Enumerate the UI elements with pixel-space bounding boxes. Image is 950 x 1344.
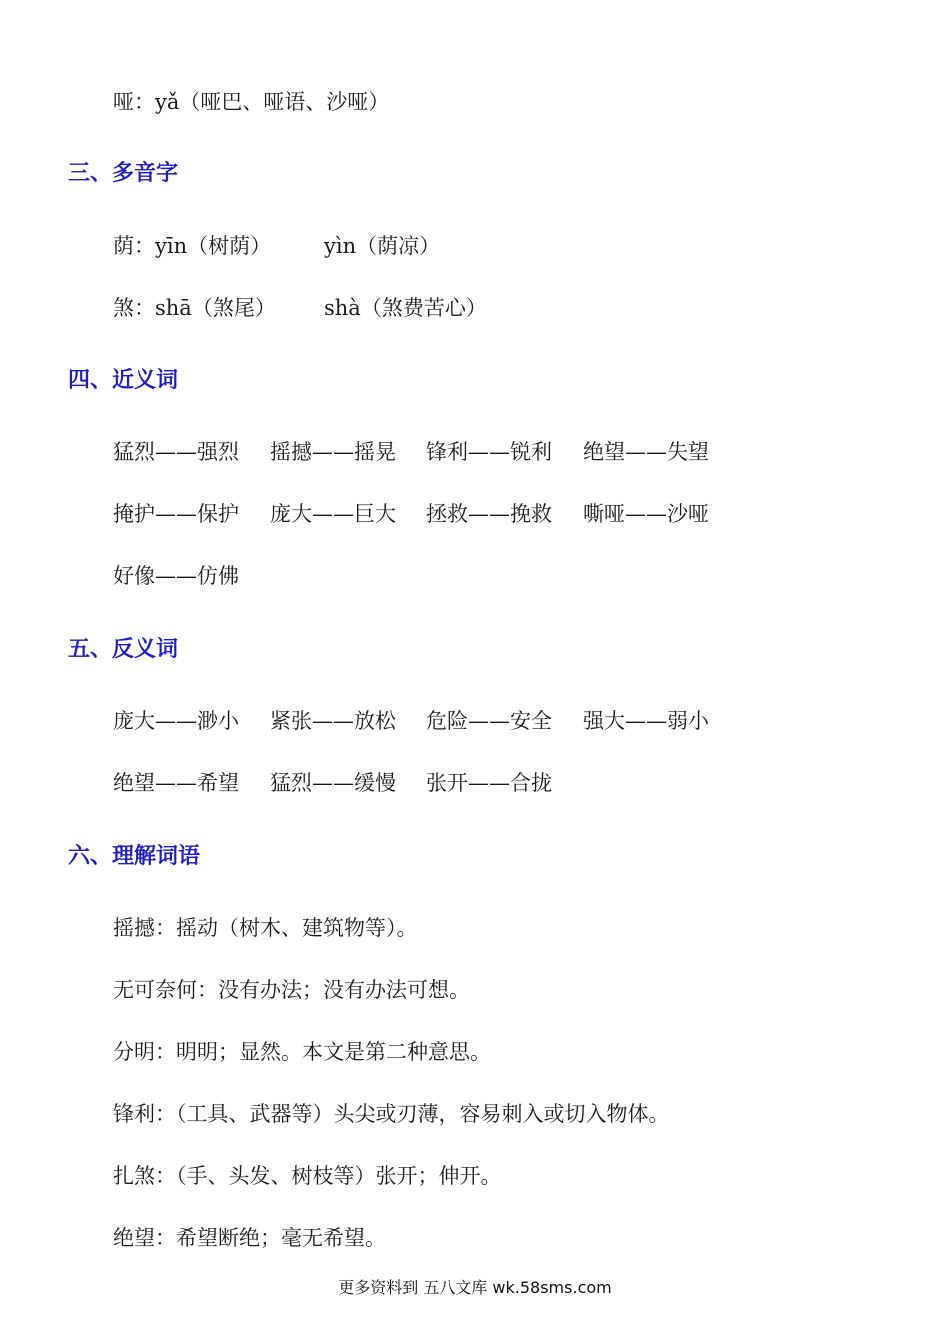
- polyphone-entry: 煞：shā（煞尾）: [113, 296, 276, 320]
- antonym-pair: 强大——弱小: [583, 709, 709, 733]
- word-definition: 绝望：希望断绝；毫无希望。: [113, 1226, 386, 1250]
- heading-antonyms: 五、反义词: [68, 636, 179, 662]
- top-entry-ya: 哑：yǎ（哑巴、哑语、沙哑）: [113, 90, 390, 114]
- heading-polyphone: 三、多音字: [68, 160, 179, 186]
- antonym-pair: 庞大——渺小: [113, 709, 239, 733]
- antonym-pair: 紧张——放松: [270, 709, 396, 733]
- word-definition: 分明：明明；显然。本文是第二种意思。: [113, 1040, 491, 1064]
- word-definition: 锋利：（工具、武器等）头尖或刃薄，容易刺入或切入物体。: [113, 1102, 670, 1126]
- footer-source-note: 更多资料到 五八文库 wk.58sms.com: [338, 1278, 612, 1297]
- synonym-pair: 摇撼——摇晃: [270, 440, 396, 464]
- heading-synonyms: 四、近义词: [68, 367, 179, 393]
- synonym-pair: 嘶哑——沙哑: [583, 502, 709, 526]
- antonym-pair: 危险——安全: [426, 709, 552, 733]
- synonym-pair: 绝望——失望: [583, 440, 709, 464]
- antonym-pair: 张开——合拢: [426, 771, 552, 795]
- synonym-pair: 拯救——挽救: [426, 502, 552, 526]
- synonym-pair: 锋利——锐利: [426, 440, 552, 464]
- heading-word-meanings: 六、理解词语: [68, 843, 201, 869]
- synonym-pair: 庞大——巨大: [270, 502, 396, 526]
- synonym-pair: 猛烈——强烈: [113, 440, 239, 464]
- polyphone-entry: 荫：yīn（树荫）: [113, 234, 272, 258]
- antonym-pair: 绝望——希望: [113, 771, 239, 795]
- polyphone-entry: yìn（荫凉）: [324, 234, 441, 258]
- synonym-pair: 好像——仿佛: [113, 564, 239, 588]
- word-definition: 扎煞：（手、头发、树枝等）张开；伸开。: [113, 1164, 502, 1188]
- synonym-pair: 掩护——保护: [113, 502, 239, 526]
- antonym-pair: 猛烈——缓慢: [270, 771, 396, 795]
- word-definition: 无可奈何：没有办法；没有办法可想。: [113, 978, 470, 1002]
- word-definition: 摇撼：摇动（树木、建筑物等）。: [113, 916, 418, 940]
- polyphone-entry: shà（煞费苦心）: [324, 296, 487, 320]
